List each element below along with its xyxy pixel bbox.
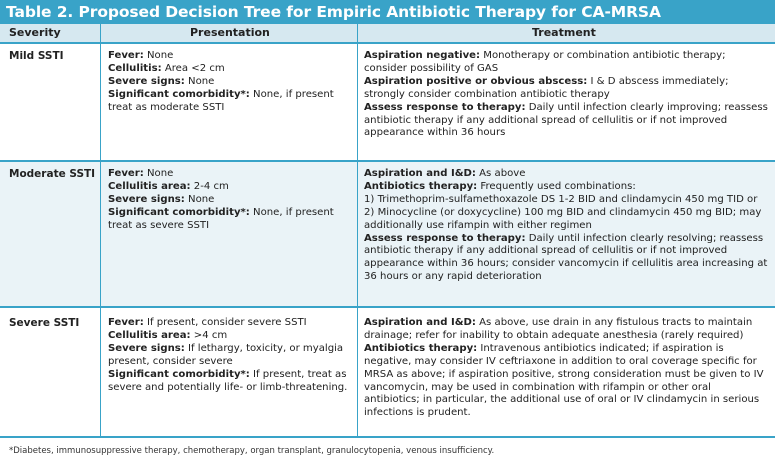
presentation-line: Severe signs: None [108, 193, 215, 205]
severity-cell: Moderate SSTI [9, 168, 96, 180]
presentation-line: Fever: None [108, 168, 174, 179]
presentation-line: Severe signs: If lethargy, toxicity, or myalgia present, consider severe [108, 342, 344, 367]
header-treatment: Treatment [532, 26, 596, 39]
presentation-line: Fever: If present, consider severe SSTI [108, 317, 307, 328]
treatment-line: Aspiration and I&D: As above [364, 168, 526, 179]
treatment-line: 2) Minocycline (or doxycycline) 100 mg BID and clindamycin 450 mg BID; may additionally use rifampin with either regimen [364, 206, 762, 231]
table-header-row [0, 24, 775, 42]
treatment-line: Assess response to therapy: Daily until infection clearly resolving; reassess antibiotic therapy if any additional spread of cellulitis or if not improved appearance within 36 hours; consider vancomycin if cellulitis area increasing at 36 hours or any rapid deterioration [364, 232, 768, 283]
presentation-line: Significant comorbidity*: If present, treat as severe and potentially life- or limb-threatening. [108, 368, 348, 393]
presentation-line: Significant comorbidity*: None, if present treat as moderate SSTI [108, 88, 334, 113]
treatment-cell [364, 317, 769, 420]
header-presentation: Presentation [190, 26, 270, 39]
treatment-cell [364, 50, 769, 140]
presentation-line: Cellulitis area: 2-4 cm [108, 180, 229, 192]
treatment-line: Antibiotics therapy: Frequently used combinations: [364, 180, 636, 192]
presentation-cell [108, 168, 348, 233]
presentation-line: Cellulitis area: >4 cm [108, 329, 228, 341]
treatment-line: Aspiration and I&D: As above, use drain in any fistulous tracts to maintain drainage; refer for inability to obtain adequate anesthesia (rarely required) [364, 317, 753, 341]
treatment-line: Antibiotics therapy: Intravenous antibiotics indicated; if aspiration is negative, may consider IV ceftriaxone in addition to oral coverage specific for MRSA as above; if aspiration positive, strong consideration must be given to IV vancomycin, may be used in combination with rifampin or other oral antibiotics; in particular, the additional use of oral or IV clindamycin in serious infections is prudent. [364, 342, 764, 419]
table-title: Table 2. Proposed Decision Tree for Empiric Antibiotic Therapy for CA-MRSA [0, 0, 775, 24]
footnote: *Diabetes, immunosuppressive therapy, chemotherapy, organ transplant, granulocytopenia, venous insufficiency. [9, 446, 495, 456]
presentation-line: Fever: None [108, 50, 174, 61]
severity-cell: Severe SSTI [9, 317, 80, 329]
presentation-line: Cellulitis: Area <2 cm [108, 62, 225, 74]
divider [0, 436, 775, 438]
presentation-line: Severe signs: None [108, 75, 215, 87]
treatment-line: Aspiration negative: Monotherapy or combination antibiotic therapy; consider possibility of GAS [364, 50, 726, 74]
treatment-line: 1) Trimethoprim-sulfamethoxazole DS 1-2 BID and clindamycin 450 mg TID or [364, 193, 758, 205]
severity-cell: Mild SSTI [9, 50, 64, 62]
presentation-cell [108, 317, 348, 394]
treatment-line: Assess response to therapy: Daily until infection clearly improving; reassess antibiotic therapy if any additional spread of cellulitis or if not improved appearance within 36 hours [364, 101, 768, 139]
treatment-line: Aspiration positive or obvious abscess: I & D abscess immediately; strongly consider combination antibiotic therapy [364, 75, 729, 100]
presentation-cell [108, 50, 348, 115]
presentation-line: Significant comorbidity*: None, if present treat as severe SSTI [108, 206, 334, 231]
table-row [0, 44, 775, 158]
column-divider [357, 24, 358, 436]
table-row [0, 162, 775, 306]
treatment-cell [364, 168, 769, 284]
header-severity: Severity [9, 26, 61, 39]
column-divider [100, 24, 101, 436]
table-row [0, 308, 775, 436]
